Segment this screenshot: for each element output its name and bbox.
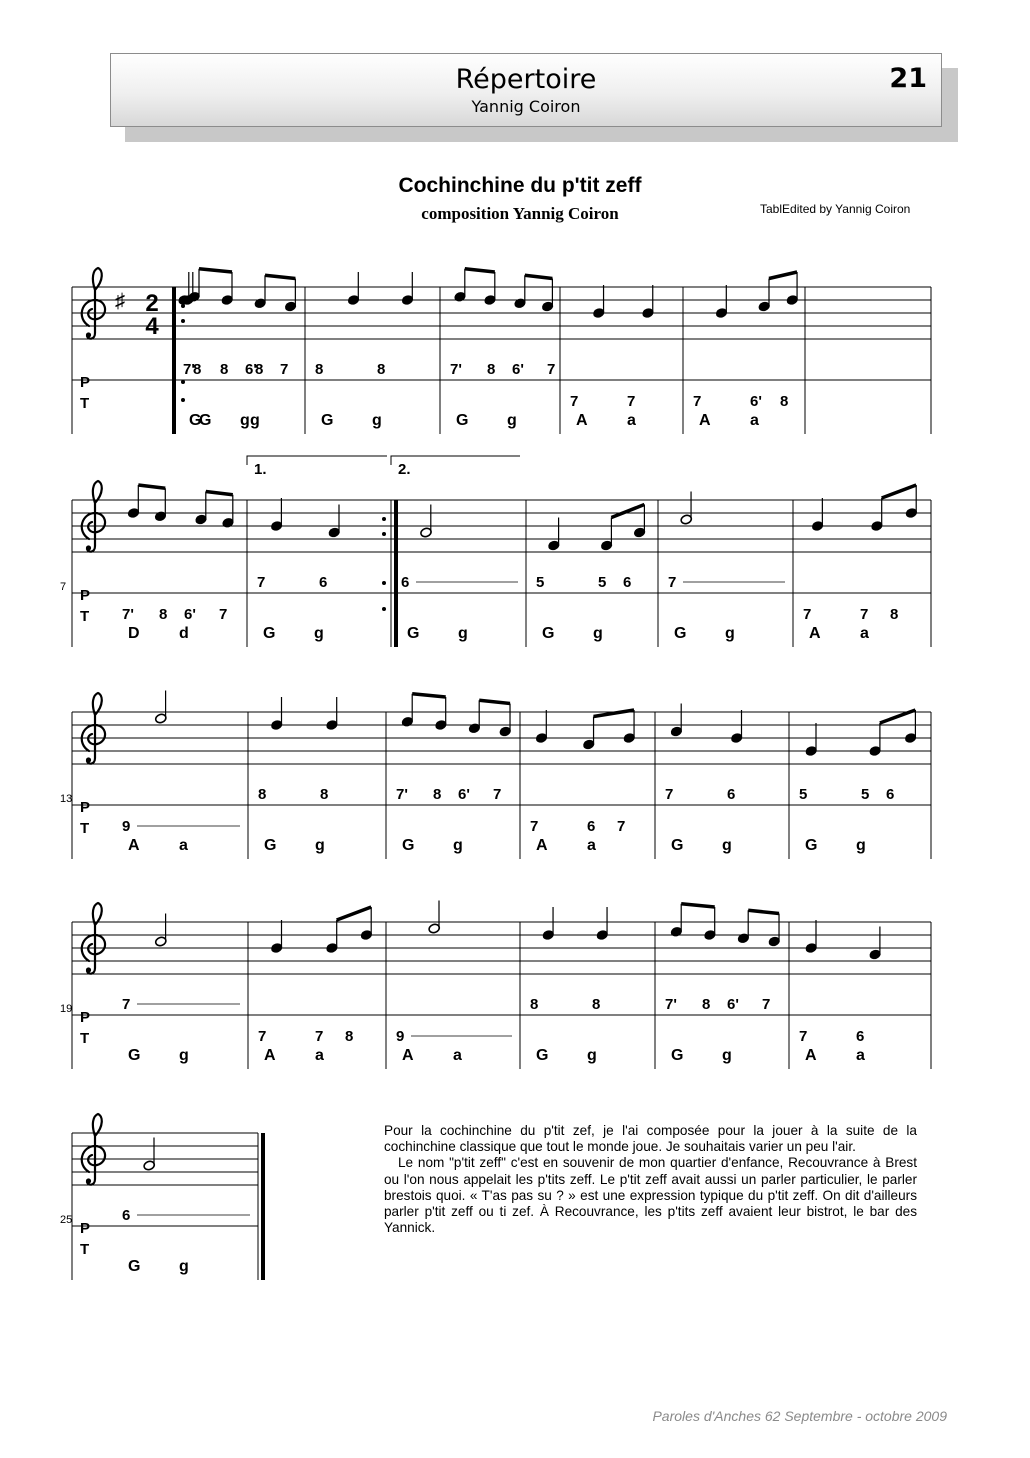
volta-1-label: 1. xyxy=(254,461,267,478)
bass-chord: A xyxy=(402,1047,414,1064)
bass-chord: A xyxy=(809,625,821,642)
beam xyxy=(525,275,553,278)
system-3 xyxy=(60,691,931,860)
beam xyxy=(138,485,165,488)
bass-note: g xyxy=(722,1047,732,1064)
push-number: 6' xyxy=(727,996,739,1013)
bass-note: a xyxy=(860,625,869,642)
push-number: 6' xyxy=(458,786,470,803)
section-title: Répertoire xyxy=(455,64,597,95)
pull-number: 7 xyxy=(799,1028,808,1045)
push-number: 5 xyxy=(861,786,870,803)
bass-note: g xyxy=(725,625,735,642)
beam xyxy=(748,910,779,913)
push-number: 7 xyxy=(668,574,677,591)
pull-number: 8 xyxy=(780,393,789,410)
push-number: 8 xyxy=(193,361,202,378)
push-number: 7 xyxy=(762,996,771,1013)
beam xyxy=(265,275,295,278)
bass-chord: G xyxy=(407,625,420,642)
push-number: 7 xyxy=(257,574,266,591)
push-number: 8 xyxy=(592,996,601,1013)
push-number: 7' xyxy=(665,996,677,1013)
volta-1-bracket xyxy=(247,456,387,465)
repeat-start-bar xyxy=(172,287,176,434)
bass-note: g xyxy=(315,837,325,854)
push-number: 7 xyxy=(493,786,502,803)
key-signature-sharp: ♯ xyxy=(115,290,125,312)
bass-note: g xyxy=(458,625,468,642)
song-title: Cochinchine du p'tit zeff xyxy=(398,174,642,197)
push-number: 8 xyxy=(487,361,496,378)
push-number: 7 xyxy=(665,786,674,803)
beam xyxy=(199,269,232,272)
push-number: 6' xyxy=(245,361,257,378)
description-text xyxy=(384,1123,917,1236)
bass-note: g xyxy=(856,837,866,854)
beam xyxy=(882,485,917,498)
push-row-label: P xyxy=(80,799,91,816)
beam xyxy=(611,505,644,518)
beam xyxy=(465,269,495,272)
pull-number: 6 xyxy=(856,1028,865,1045)
push-number: 8 xyxy=(255,361,264,378)
time-signature-bottom: 4 xyxy=(145,313,159,340)
bass-note: a xyxy=(856,1047,865,1064)
push-number: 8 xyxy=(315,361,324,378)
bass-chord: G xyxy=(671,1047,684,1064)
bass-chord: G xyxy=(321,412,334,429)
bass-note: g xyxy=(179,1258,189,1275)
bass-chord: G xyxy=(263,625,276,642)
bass-note: g xyxy=(314,625,324,642)
bass-note: a xyxy=(750,412,759,429)
system-2 xyxy=(60,456,931,647)
bass-chord: G xyxy=(536,1047,549,1064)
push-number: 7 xyxy=(547,361,556,378)
push-number: 6 xyxy=(727,786,736,803)
bass-note: a xyxy=(179,837,188,854)
repeat-dot xyxy=(382,517,386,521)
pull-number: 8 xyxy=(890,606,899,623)
page-number: 21 xyxy=(889,63,927,94)
bass-note: a xyxy=(315,1047,324,1064)
beam xyxy=(206,492,233,495)
bass-chord: G xyxy=(128,1258,141,1275)
bass-chord: G xyxy=(674,625,687,642)
push-number: 6' xyxy=(512,361,524,378)
bass-chord: D xyxy=(128,625,140,642)
repeat-end-bar xyxy=(394,500,398,647)
repeat-dot xyxy=(181,319,185,323)
repeat-dot xyxy=(181,398,185,402)
pull-number: 7 xyxy=(570,393,579,410)
bass-chord: G xyxy=(805,837,818,854)
bass-chord: G xyxy=(542,625,555,642)
pull-number: 7 xyxy=(315,1028,324,1045)
bass-chord: G xyxy=(264,837,277,854)
pull-number: 7 xyxy=(530,818,539,835)
pull-row-label: T xyxy=(80,395,90,412)
push-row-label: P xyxy=(80,587,91,604)
push-number: 6 xyxy=(886,786,895,803)
bass-note: a xyxy=(453,1047,462,1064)
volta-2-label: 2. xyxy=(398,461,411,478)
bass-chord: A xyxy=(576,412,588,429)
beam xyxy=(337,907,372,920)
measure-number: 25 xyxy=(60,1214,73,1226)
push-number: 7 xyxy=(280,361,289,378)
push-row-label: P xyxy=(80,1009,91,1026)
pull-number: 7 xyxy=(627,393,636,410)
pull-number: 9 xyxy=(396,1028,405,1045)
bass-note: g xyxy=(240,412,250,429)
final-bar xyxy=(261,1133,265,1280)
pull-number: 7 xyxy=(219,606,228,623)
bass-chord: G xyxy=(402,837,415,854)
push-number: 8 xyxy=(433,786,442,803)
description-paragraph-1: Pour la cochinchine du p'tit zef, je l'ai composée pour la jouer à la suite de la cochinchine classique que tout le monde joue. Je souhaitais varier un peu l'air. xyxy=(384,1123,917,1155)
pull-row-label: T xyxy=(80,1030,90,1047)
bass-chord: A xyxy=(128,837,140,854)
bass-chord: G xyxy=(189,412,202,429)
pull-number: 8 xyxy=(345,1028,354,1045)
bass-chord: G xyxy=(128,1047,141,1064)
beam xyxy=(479,700,510,703)
push-number: 7' xyxy=(183,361,195,378)
bass-note: g xyxy=(179,1047,189,1064)
push-number: 8 xyxy=(530,996,539,1013)
push-row-label: P xyxy=(80,1220,91,1237)
pull-row-label: T xyxy=(80,820,90,837)
bass-note: g xyxy=(453,837,463,854)
treble-clef-icon xyxy=(82,693,105,764)
measure-number: 19 xyxy=(60,1003,73,1015)
push-number: 6 xyxy=(401,574,410,591)
pull-number: 7 xyxy=(693,393,702,410)
system-5 xyxy=(60,1114,265,1280)
bass-note: g xyxy=(722,837,732,854)
pull-number: 6' xyxy=(184,606,196,623)
bass-chord: A xyxy=(699,412,711,429)
push-number: 5 xyxy=(536,574,545,591)
section-author: Yannig Coiron xyxy=(471,97,581,116)
beam xyxy=(594,710,635,717)
push-number: 6 xyxy=(319,574,328,591)
bass-note: a xyxy=(587,837,596,854)
system-1 xyxy=(72,268,931,434)
measure-number: 7 xyxy=(60,581,67,593)
page-footer: Paroles d'Anches 62 Septembre - octobre 2009 xyxy=(652,1408,947,1424)
bass-note: d xyxy=(179,625,189,642)
push-number: 7' xyxy=(450,361,462,378)
pull-row-label: T xyxy=(80,608,90,625)
treble-clef-icon xyxy=(82,1114,105,1185)
beam xyxy=(769,272,797,279)
beam xyxy=(412,694,446,697)
pull-number: 7 xyxy=(258,1028,267,1045)
bass-chord: A xyxy=(264,1047,276,1064)
pull-number: 7' xyxy=(122,606,134,623)
bass-note: g xyxy=(587,1047,597,1064)
push-number: 7 xyxy=(122,996,131,1013)
song-composer: composition Yannig Coiron xyxy=(421,204,619,223)
push-number: 8 xyxy=(320,786,329,803)
pull-number: 7 xyxy=(860,606,869,623)
bass-chord: G xyxy=(671,837,684,854)
push-number: 6 xyxy=(122,1207,131,1224)
bass-note: g xyxy=(250,412,260,429)
time-signature-top: 2 xyxy=(145,290,159,317)
bass-chord: G xyxy=(199,412,212,429)
pull-number: 7 xyxy=(803,606,812,623)
treble-clef-icon xyxy=(82,481,105,552)
pull-number: 8 xyxy=(159,606,168,623)
system-4 xyxy=(60,901,931,1070)
repeat-dot xyxy=(382,581,386,585)
measure-number: 13 xyxy=(60,793,73,805)
push-number: 8 xyxy=(377,361,386,378)
pull-number: 7 xyxy=(617,818,626,835)
pull-number: 9 xyxy=(122,818,131,835)
repeat-dot xyxy=(181,380,185,384)
bass-note: g xyxy=(372,412,382,429)
push-number: 5 xyxy=(799,786,808,803)
treble-clef-icon xyxy=(82,268,105,339)
description-paragraph-2: Le nom "p'tit zeff" c'est en souvenir de mon quartier d'enfance, Recouvrance à Brest ou l'on nous appelait les p'tits zeff. Le p'tit zeff avait aussi un parler particulier, le parler brestois quoi. « T'as pas su ? » est une expression typique du p'tit zeff. On dit d'ailleurs parler p'tit zeff ou ti zef. À Recouvrance, les p'tits zeff avaient leur bistrot, le bar des Yannick. xyxy=(384,1155,917,1236)
push-number: 8 xyxy=(702,996,711,1013)
pull-number: 6 xyxy=(587,818,596,835)
beam xyxy=(681,904,715,907)
bass-note: a xyxy=(627,412,636,429)
push-number: 8 xyxy=(258,786,267,803)
push-number: 7' xyxy=(396,786,408,803)
tabledit-credit: TablEdited by Yannig Coiron xyxy=(760,202,911,216)
bass-chord: G xyxy=(456,412,469,429)
pull-row-label: T xyxy=(80,1241,90,1258)
pull-number: 6' xyxy=(750,393,762,410)
bass-note: g xyxy=(593,625,603,642)
bass-chord: A xyxy=(536,837,548,854)
push-row-label: P xyxy=(80,374,91,391)
bass-chord: A xyxy=(805,1047,817,1064)
bass-note: g xyxy=(507,412,517,429)
repeat-dot xyxy=(382,607,386,611)
push-number: 8 xyxy=(220,361,229,378)
push-number: 5 xyxy=(598,574,607,591)
push-number: 6 xyxy=(623,574,632,591)
treble-clef-icon xyxy=(82,903,105,974)
repeat-dot xyxy=(382,532,386,536)
